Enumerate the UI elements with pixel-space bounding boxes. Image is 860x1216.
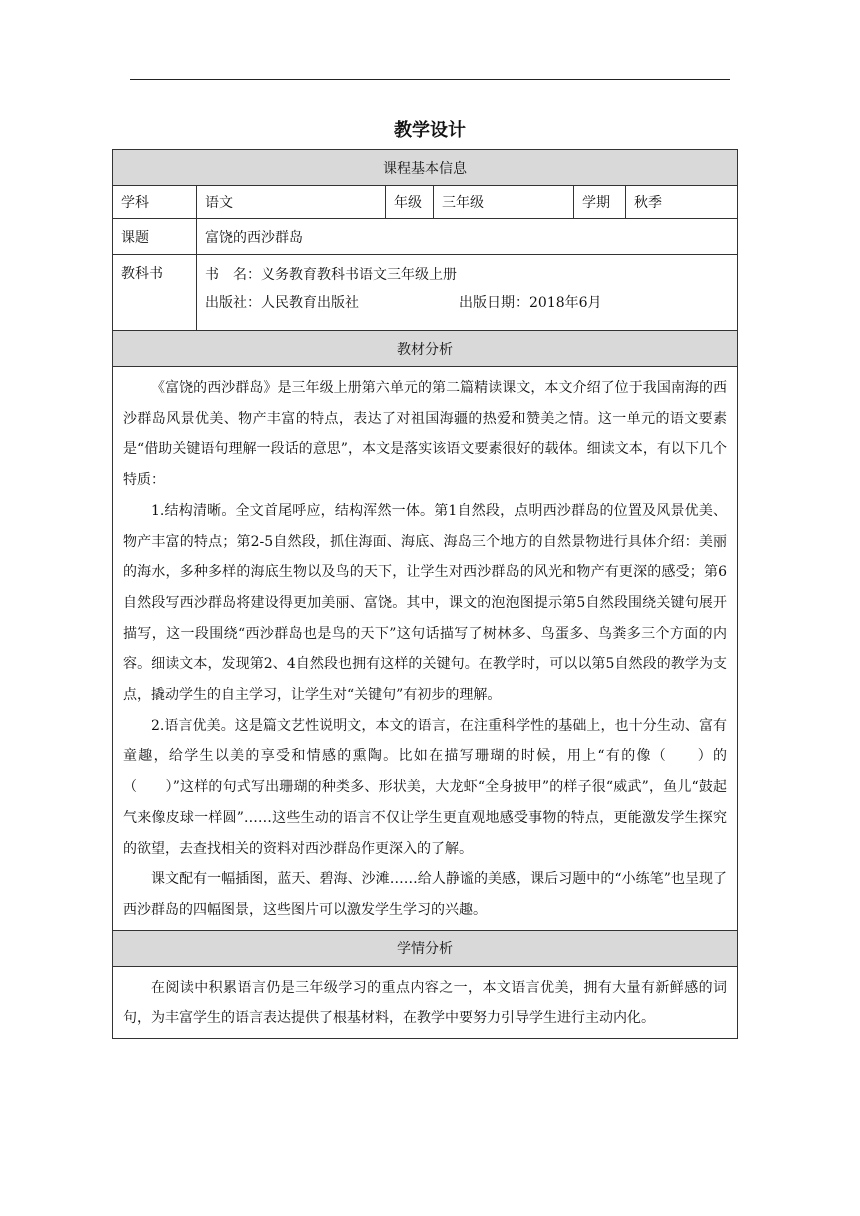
student-analysis-body [113, 966, 738, 1038]
header-rule [130, 79, 730, 80]
paragraph: 课文配有一幅插图，蓝天、碧海、沙滩……给人静谧的美感，课后习题中的“小练笔”也呈现了西沙群岛的四幅图景，这些图片可以激发学生学习的兴趣。 [123, 871, 728, 918]
subject-value: 语文 [197, 186, 386, 219]
document-title: 教学设计 [394, 120, 466, 141]
publisher: 出版社：人民教育出版社 [205, 295, 359, 311]
paragraph: 2.语言优美。这是篇文艺性说明文，本文的语言，在注重科学性的基础上，也十分生动、富有童趣，给学生以美的享受和情感的熏陶。比如在描写珊瑚的时候，用上“有的像（ ）的（ ）”这样的句式写出珊瑚的种类多、形状美，大龙虾“全身披甲”的样子很“威武”，鱼儿“鼓起气来像皮球一样圆”……这些生动的语言不仅让学生更直观地感受事物的特点，更能激发学生探究的欲望，去查找相关的资料对西沙群岛作更深入的了解。 [123, 717, 728, 857]
grade-value: 三年级 [434, 186, 574, 219]
topic-value: 富饶的西沙群岛 [197, 219, 738, 255]
publisher-line [205, 289, 729, 317]
paragraph: 1.结构清晰。全文首尾呼应，结构浑然一体。第1自然段，点明西沙群岛的位置及风景优美、物产丰富的特点；第2-5自然段，抓住海面、海底、海岛三个地方的自然景物进行具体介绍：美丽的海水，多种多样的海底生物以及鸟的天下，让学生对西沙群岛的风光和物产有更深的感受；第6自然段写西沙群岛将建设得更加美丽、富饶。其中，课文的泡泡图提示第5自然段围绕关键句展开描写，这一段围绕“西沙群岛也是鸟的天下”这句话描写了树林多、鸟蛋多、鸟粪多三个方面的内容。细读文本，发现第2、4自然段也拥有这样的关键句。在教学时，可以以第5自然段的教学为支点，撬动学生的自主学习，让学生对“关键句”有初步的理解。 [123, 502, 728, 704]
subject-label: 学科 [113, 186, 197, 219]
textbook-info [197, 255, 738, 331]
term-label: 学期 [574, 186, 626, 219]
section-header-student-analysis: 学情分析 [113, 930, 738, 966]
grade-label: 年级 [386, 186, 434, 219]
section-header-textbook-analysis: 教材分析 [113, 331, 738, 367]
textbook-analysis-body [113, 367, 738, 931]
section-header-basic-info: 课程基本信息 [113, 150, 738, 186]
textbook-label: 教科书 [113, 255, 197, 331]
lesson-design-table [112, 149, 738, 1039]
book-name: 书 名：义务教育教科书语文三年级上册 [205, 267, 457, 283]
publish-date: 出版日期：2018年6月 [459, 295, 602, 311]
topic-label: 课题 [113, 219, 197, 255]
term-value: 秋季 [626, 186, 738, 219]
paragraph: 《富饶的西沙群岛》是三年级上册第六单元的第二篇精读课文，本文介绍了位于我国南海的西沙群岛风景优美、物产丰富的特点，表达了对祖国海疆的热爱和赞美之情。这一单元的语文要素是“借助关键语句理解一段话的意思”，本文是落实该语文要素很好的载体。细读文本，有以下几个特质： [123, 380, 728, 489]
paragraph: 在阅读中积累语言仍是三年级学习的重点内容之一，本文语言优美，拥有大量有新鲜感的词句，为丰富学生的语言表达提供了根基材料，在教学中要努力引导学生进行主动内化。 [123, 979, 728, 1027]
